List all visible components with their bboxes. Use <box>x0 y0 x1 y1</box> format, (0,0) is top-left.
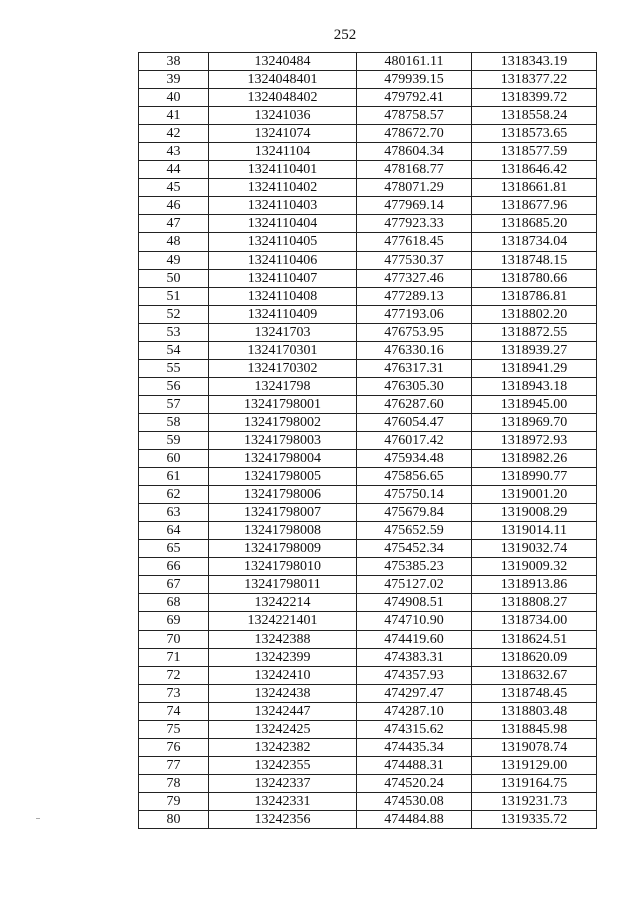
y-coordinate-cell: 1318734.04 <box>472 233 597 251</box>
row-number-cell: 63 <box>139 504 209 522</box>
x-coordinate-cell: 477327.46 <box>357 269 472 287</box>
y-coordinate-cell: 1318748.45 <box>472 684 597 702</box>
table-row <box>139 323 597 341</box>
x-coordinate-cell: 474530.08 <box>357 792 472 810</box>
table-row <box>139 774 597 792</box>
row-number-cell: 76 <box>139 738 209 756</box>
y-coordinate-cell: 1318939.27 <box>472 341 597 359</box>
point-id-cell: 13242331 <box>209 792 357 810</box>
x-coordinate-cell: 476017.42 <box>357 431 472 449</box>
row-number-cell: 74 <box>139 702 209 720</box>
y-coordinate-cell: 1318399.72 <box>472 89 597 107</box>
point-id-cell: 1324110404 <box>209 215 357 233</box>
x-coordinate-cell: 477969.14 <box>357 197 472 215</box>
table-row <box>139 648 597 666</box>
x-coordinate-cell: 477289.13 <box>357 287 472 305</box>
row-number-cell: 78 <box>139 774 209 792</box>
x-coordinate-cell: 479792.41 <box>357 89 472 107</box>
point-id-cell: 1324048402 <box>209 89 357 107</box>
row-number-cell: 48 <box>139 233 209 251</box>
table-row <box>139 720 597 738</box>
table-row <box>139 612 597 630</box>
table-row <box>139 558 597 576</box>
table-row <box>139 630 597 648</box>
y-coordinate-cell: 1318969.70 <box>472 413 597 431</box>
point-id-cell: 13241104 <box>209 143 357 161</box>
row-number-cell: 60 <box>139 450 209 468</box>
row-number-cell: 39 <box>139 71 209 89</box>
row-number-cell: 80 <box>139 810 209 828</box>
row-number-cell: 49 <box>139 251 209 269</box>
y-coordinate-cell: 1319335.72 <box>472 810 597 828</box>
row-number-cell: 57 <box>139 395 209 413</box>
x-coordinate-cell: 474520.24 <box>357 774 472 792</box>
table-row <box>139 576 597 594</box>
table-row <box>139 287 597 305</box>
row-number-cell: 61 <box>139 468 209 486</box>
x-coordinate-cell: 477618.45 <box>357 233 472 251</box>
y-coordinate-cell: 1319129.00 <box>472 756 597 774</box>
table-row <box>139 305 597 323</box>
row-number-cell: 66 <box>139 558 209 576</box>
x-coordinate-cell: 476287.60 <box>357 395 472 413</box>
y-coordinate-cell: 1318808.27 <box>472 594 597 612</box>
point-id-cell: 13241798006 <box>209 486 357 504</box>
row-number-cell: 79 <box>139 792 209 810</box>
table-row <box>139 594 597 612</box>
point-id-cell: 13241036 <box>209 107 357 125</box>
row-number-cell: 44 <box>139 161 209 179</box>
point-id-cell: 1324110402 <box>209 179 357 197</box>
table-row <box>139 810 597 828</box>
x-coordinate-cell: 475679.84 <box>357 504 472 522</box>
point-id-cell: 13241798 <box>209 377 357 395</box>
table-row <box>139 540 597 558</box>
x-coordinate-cell: 474908.51 <box>357 594 472 612</box>
point-id-cell: 13242388 <box>209 630 357 648</box>
point-id-cell: 13241798009 <box>209 540 357 558</box>
point-id-cell: 1324170301 <box>209 341 357 359</box>
y-coordinate-cell: 1318646.42 <box>472 161 597 179</box>
row-number-cell: 43 <box>139 143 209 161</box>
point-id-cell: 13242447 <box>209 702 357 720</box>
coordinates-table-body <box>139 53 597 829</box>
x-coordinate-cell: 476305.30 <box>357 377 472 395</box>
table-row <box>139 377 597 395</box>
x-coordinate-cell: 479939.15 <box>357 71 472 89</box>
x-coordinate-cell: 477530.37 <box>357 251 472 269</box>
point-id-cell: 13241798003 <box>209 431 357 449</box>
point-id-cell: 13242356 <box>209 810 357 828</box>
y-coordinate-cell: 1318982.26 <box>472 450 597 468</box>
row-number-cell: 75 <box>139 720 209 738</box>
scan-mark <box>36 818 40 819</box>
table-row <box>139 143 597 161</box>
y-coordinate-cell: 1318780.66 <box>472 269 597 287</box>
point-id-cell: 13240484 <box>209 53 357 71</box>
point-id-cell: 1324110405 <box>209 233 357 251</box>
point-id-cell: 13241798008 <box>209 522 357 540</box>
point-id-cell: 13242399 <box>209 648 357 666</box>
row-number-cell: 40 <box>139 89 209 107</box>
table-row <box>139 468 597 486</box>
row-number-cell: 71 <box>139 648 209 666</box>
point-id-cell: 13241798011 <box>209 576 357 594</box>
table-row <box>139 359 597 377</box>
y-coordinate-cell: 1318913.86 <box>472 576 597 594</box>
x-coordinate-cell: 474484.88 <box>357 810 472 828</box>
table-row <box>139 792 597 810</box>
row-number-cell: 53 <box>139 323 209 341</box>
table-row <box>139 486 597 504</box>
point-id-cell: 1324110407 <box>209 269 357 287</box>
point-id-cell: 13241074 <box>209 125 357 143</box>
row-number-cell: 59 <box>139 431 209 449</box>
x-coordinate-cell: 474287.10 <box>357 702 472 720</box>
y-coordinate-cell: 1318577.59 <box>472 143 597 161</box>
row-number-cell: 55 <box>139 359 209 377</box>
point-id-cell: 1324170302 <box>209 359 357 377</box>
point-id-cell: 1324110409 <box>209 305 357 323</box>
y-coordinate-cell: 1319001.20 <box>472 486 597 504</box>
row-number-cell: 69 <box>139 612 209 630</box>
y-coordinate-cell: 1318734.00 <box>472 612 597 630</box>
x-coordinate-cell: 475934.48 <box>357 450 472 468</box>
table-row <box>139 504 597 522</box>
row-number-cell: 46 <box>139 197 209 215</box>
table-row <box>139 233 597 251</box>
point-id-cell: 13241798002 <box>209 413 357 431</box>
x-coordinate-cell: 478168.77 <box>357 161 472 179</box>
table-row <box>139 251 597 269</box>
y-coordinate-cell: 1318803.48 <box>472 702 597 720</box>
y-coordinate-cell: 1319078.74 <box>472 738 597 756</box>
y-coordinate-cell: 1318620.09 <box>472 648 597 666</box>
x-coordinate-cell: 475385.23 <box>357 558 472 576</box>
row-number-cell: 42 <box>139 125 209 143</box>
point-id-cell: 13242410 <box>209 666 357 684</box>
y-coordinate-cell: 1318632.67 <box>472 666 597 684</box>
x-coordinate-cell: 478758.57 <box>357 107 472 125</box>
table-row <box>139 161 597 179</box>
y-coordinate-cell: 1318941.29 <box>472 359 597 377</box>
y-coordinate-cell: 1318685.20 <box>472 215 597 233</box>
y-coordinate-cell: 1318343.19 <box>472 53 597 71</box>
table-row <box>139 738 597 756</box>
y-coordinate-cell: 1318845.98 <box>472 720 597 738</box>
table-row <box>139 522 597 540</box>
y-coordinate-cell: 1318945.00 <box>472 395 597 413</box>
x-coordinate-cell: 476054.47 <box>357 413 472 431</box>
row-number-cell: 68 <box>139 594 209 612</box>
y-coordinate-cell: 1319231.73 <box>472 792 597 810</box>
x-coordinate-cell: 478672.70 <box>357 125 472 143</box>
point-id-cell: 13241798005 <box>209 468 357 486</box>
y-coordinate-cell: 1318972.93 <box>472 431 597 449</box>
y-coordinate-cell: 1319164.75 <box>472 774 597 792</box>
table-row <box>139 53 597 71</box>
table-row <box>139 179 597 197</box>
table-row <box>139 341 597 359</box>
x-coordinate-cell: 474315.62 <box>357 720 472 738</box>
row-number-cell: 67 <box>139 576 209 594</box>
point-id-cell: 13242337 <box>209 774 357 792</box>
y-coordinate-cell: 1319032.74 <box>472 540 597 558</box>
y-coordinate-cell: 1318943.18 <box>472 377 597 395</box>
row-number-cell: 72 <box>139 666 209 684</box>
row-number-cell: 38 <box>139 53 209 71</box>
y-coordinate-cell: 1319009.32 <box>472 558 597 576</box>
x-coordinate-cell: 477193.06 <box>357 305 472 323</box>
point-id-cell: 13242425 <box>209 720 357 738</box>
y-coordinate-cell: 1318802.20 <box>472 305 597 323</box>
y-coordinate-cell: 1318558.24 <box>472 107 597 125</box>
x-coordinate-cell: 480161.11 <box>357 53 472 71</box>
x-coordinate-cell: 476330.16 <box>357 341 472 359</box>
y-coordinate-cell: 1319008.29 <box>472 504 597 522</box>
table-row <box>139 107 597 125</box>
x-coordinate-cell: 476753.95 <box>357 323 472 341</box>
y-coordinate-cell: 1318573.65 <box>472 125 597 143</box>
point-id-cell: 1324110408 <box>209 287 357 305</box>
point-id-cell: 1324110403 <box>209 197 357 215</box>
y-coordinate-cell: 1318990.77 <box>472 468 597 486</box>
x-coordinate-cell: 474419.60 <box>357 630 472 648</box>
x-coordinate-cell: 474383.31 <box>357 648 472 666</box>
row-number-cell: 47 <box>139 215 209 233</box>
point-id-cell: 13241798010 <box>209 558 357 576</box>
x-coordinate-cell: 478071.29 <box>357 179 472 197</box>
table-row <box>139 125 597 143</box>
table-row <box>139 666 597 684</box>
row-number-cell: 65 <box>139 540 209 558</box>
point-id-cell: 1324110401 <box>209 161 357 179</box>
row-number-cell: 73 <box>139 684 209 702</box>
x-coordinate-cell: 475856.65 <box>357 468 472 486</box>
coordinates-table <box>138 52 597 829</box>
point-id-cell: 1324048401 <box>209 71 357 89</box>
x-coordinate-cell: 478604.34 <box>357 143 472 161</box>
x-coordinate-cell: 474435.34 <box>357 738 472 756</box>
row-number-cell: 77 <box>139 756 209 774</box>
table-row <box>139 215 597 233</box>
y-coordinate-cell: 1318748.15 <box>472 251 597 269</box>
page-number: 252 <box>333 27 357 43</box>
row-number-cell: 56 <box>139 377 209 395</box>
x-coordinate-cell: 475452.34 <box>357 540 472 558</box>
y-coordinate-cell: 1318786.81 <box>472 287 597 305</box>
row-number-cell: 62 <box>139 486 209 504</box>
table-row <box>139 395 597 413</box>
point-id-cell: 1324221401 <box>209 612 357 630</box>
row-number-cell: 64 <box>139 522 209 540</box>
point-id-cell: 13241703 <box>209 323 357 341</box>
point-id-cell: 13242214 <box>209 594 357 612</box>
y-coordinate-cell: 1318624.51 <box>472 630 597 648</box>
table-row <box>139 756 597 774</box>
point-id-cell: 13242438 <box>209 684 357 702</box>
x-coordinate-cell: 474710.90 <box>357 612 472 630</box>
point-id-cell: 13242355 <box>209 756 357 774</box>
x-coordinate-cell: 475127.02 <box>357 576 472 594</box>
table-row <box>139 269 597 287</box>
table-row <box>139 413 597 431</box>
row-number-cell: 58 <box>139 413 209 431</box>
row-number-cell: 51 <box>139 287 209 305</box>
row-number-cell: 70 <box>139 630 209 648</box>
table-row <box>139 450 597 468</box>
row-number-cell: 54 <box>139 341 209 359</box>
y-coordinate-cell: 1318872.55 <box>472 323 597 341</box>
x-coordinate-cell: 476317.31 <box>357 359 472 377</box>
y-coordinate-cell: 1318661.81 <box>472 179 597 197</box>
table-row <box>139 197 597 215</box>
row-number-cell: 41 <box>139 107 209 125</box>
y-coordinate-cell: 1318677.96 <box>472 197 597 215</box>
row-number-cell: 52 <box>139 305 209 323</box>
table-row <box>139 89 597 107</box>
point-id-cell: 13242382 <box>209 738 357 756</box>
x-coordinate-cell: 475652.59 <box>357 522 472 540</box>
x-coordinate-cell: 474297.47 <box>357 684 472 702</box>
point-id-cell: 13241798007 <box>209 504 357 522</box>
x-coordinate-cell: 477923.33 <box>357 215 472 233</box>
point-id-cell: 13241798004 <box>209 450 357 468</box>
table-row <box>139 702 597 720</box>
y-coordinate-cell: 1318377.22 <box>472 71 597 89</box>
row-number-cell: 50 <box>139 269 209 287</box>
table-row <box>139 71 597 89</box>
table-row <box>139 684 597 702</box>
row-number-cell: 45 <box>139 179 209 197</box>
y-coordinate-cell: 1319014.11 <box>472 522 597 540</box>
x-coordinate-cell: 475750.14 <box>357 486 472 504</box>
x-coordinate-cell: 474488.31 <box>357 756 472 774</box>
x-coordinate-cell: 474357.93 <box>357 666 472 684</box>
point-id-cell: 13241798001 <box>209 395 357 413</box>
point-id-cell: 1324110406 <box>209 251 357 269</box>
table-row <box>139 431 597 449</box>
